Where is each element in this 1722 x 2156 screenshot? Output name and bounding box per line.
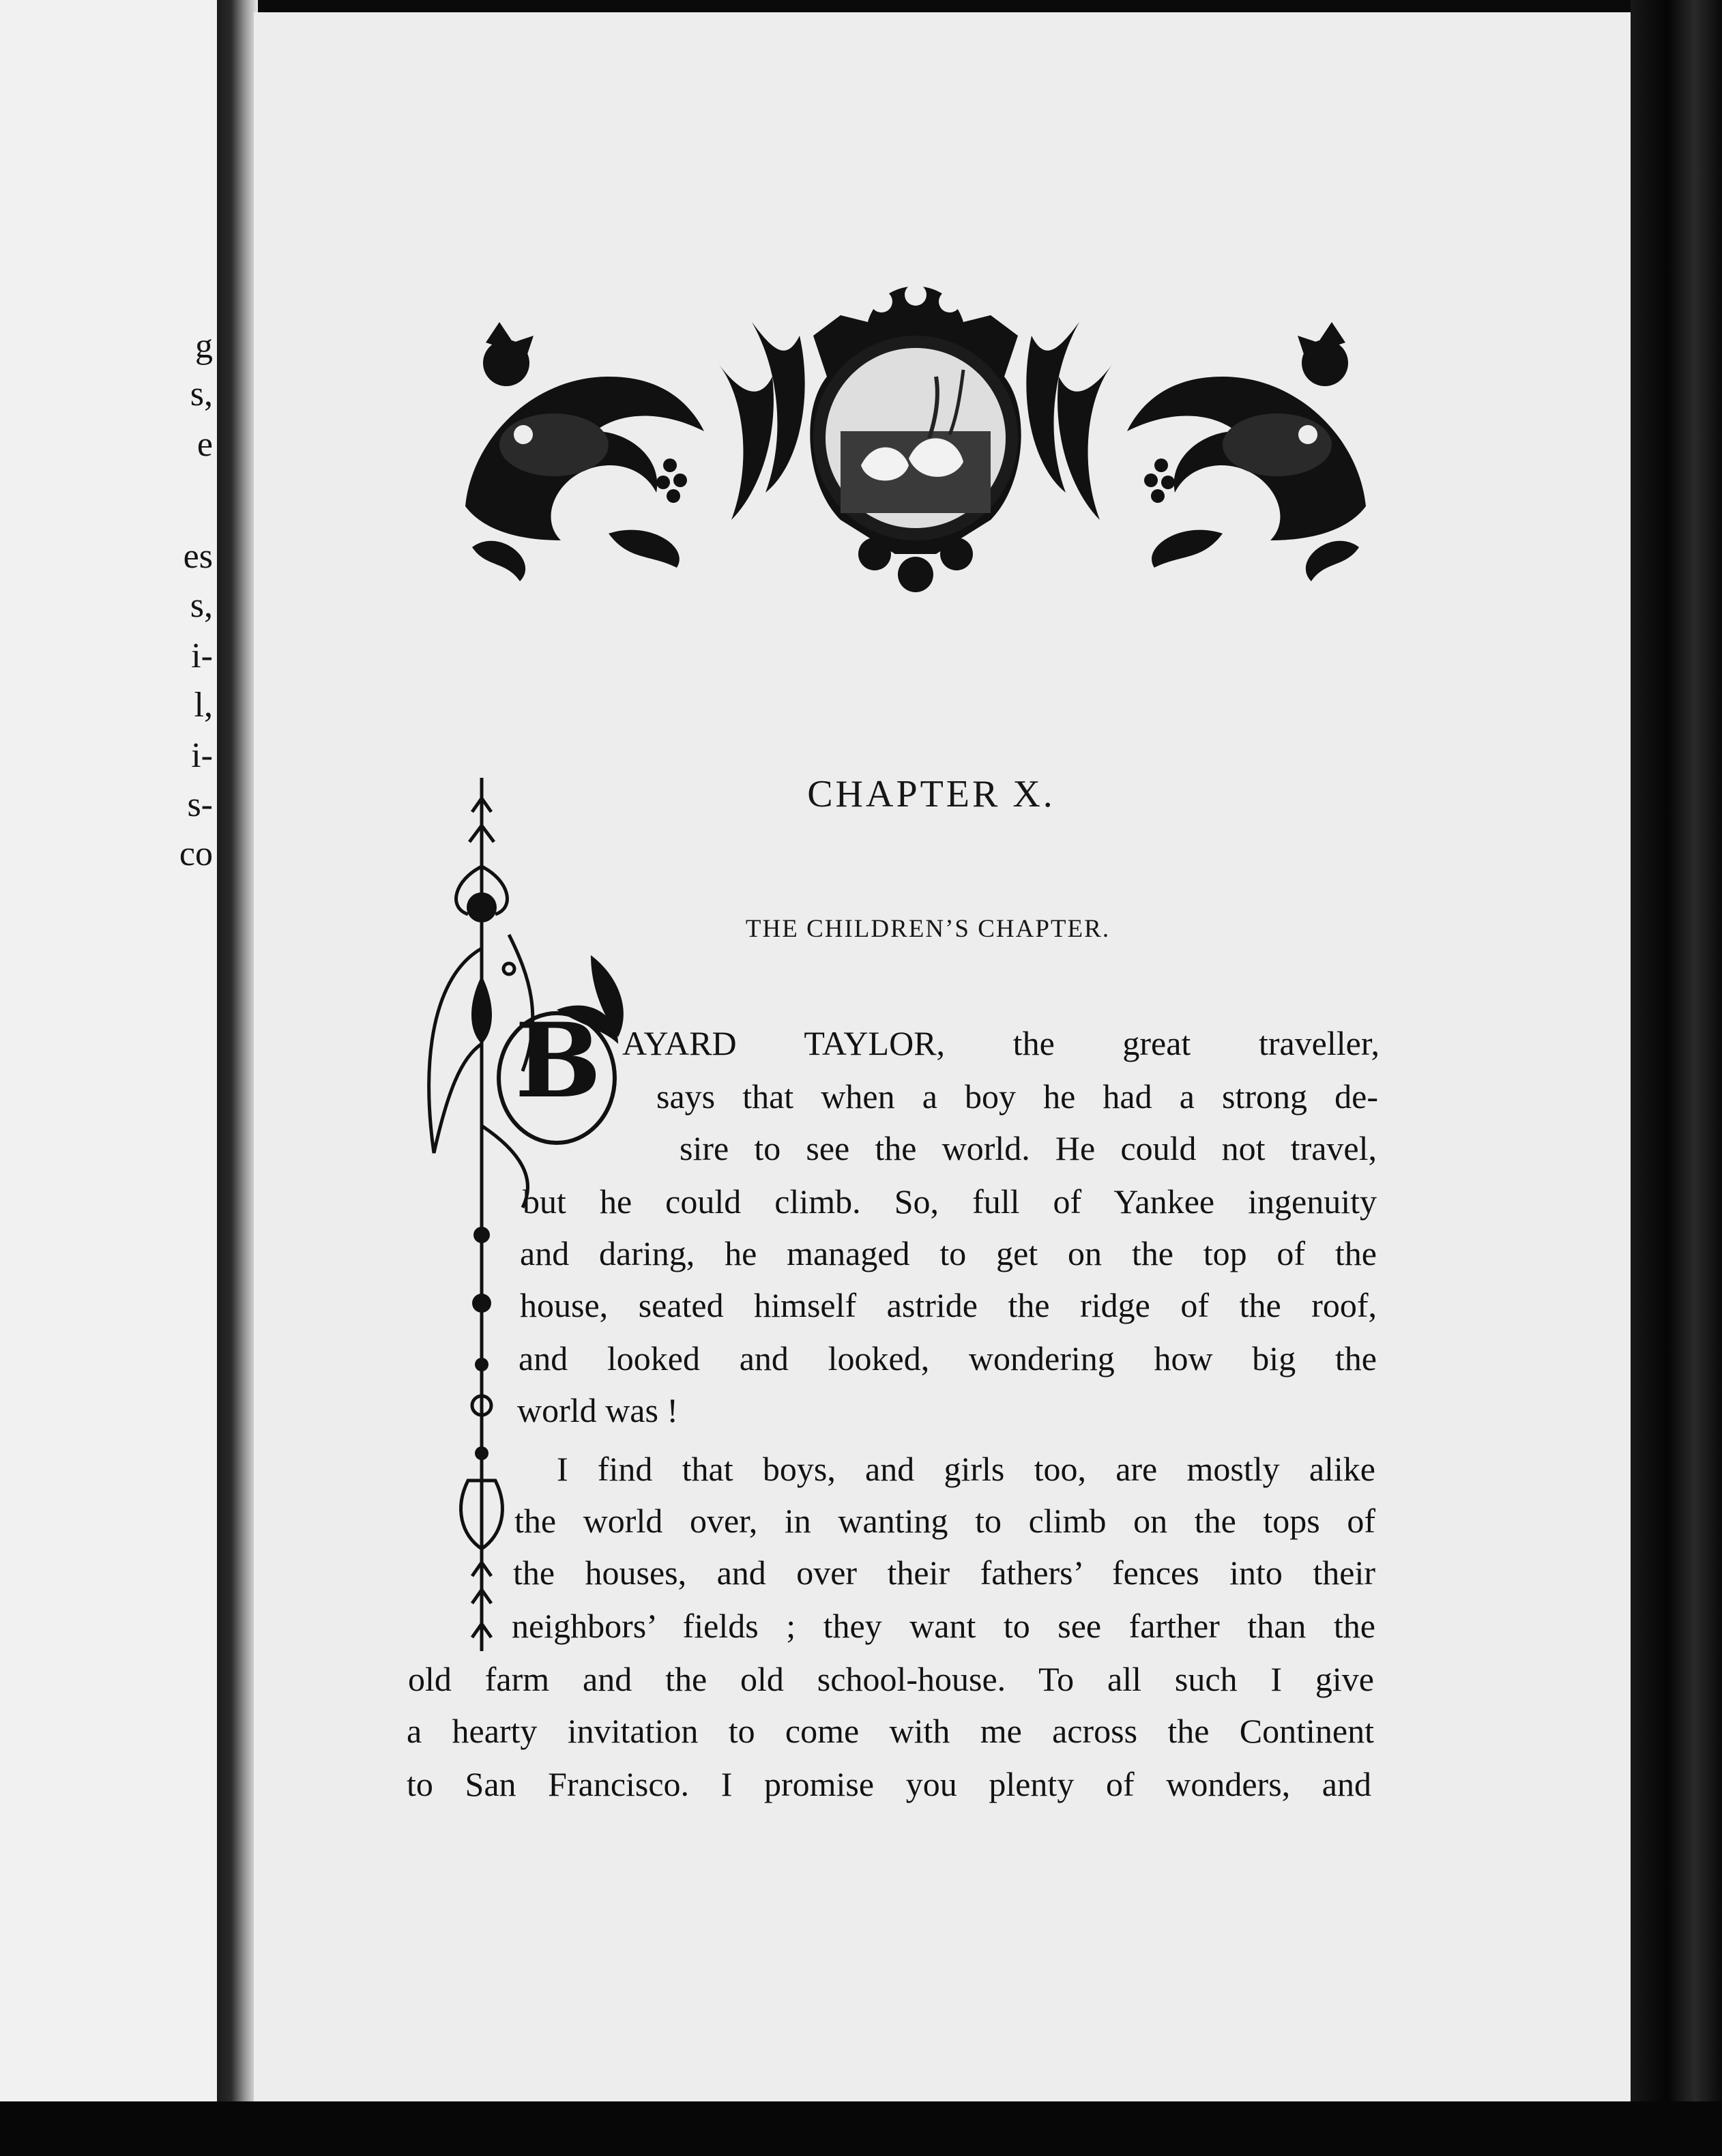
left-fragment: s, bbox=[190, 586, 213, 625]
body-line: says that when a boy he had a strong de- bbox=[656, 1077, 1378, 1116]
left-fragment: es bbox=[183, 537, 213, 576]
drop-cap-initial: B bbox=[514, 1001, 602, 1121]
body-line: house, seated himself astride the ridge of the roof, bbox=[520, 1286, 1377, 1324]
left-fragment: s, bbox=[190, 375, 213, 413]
headpiece-ornament bbox=[458, 261, 1373, 609]
body-line: a hearty invitation to come with me across the Continent bbox=[407, 1712, 1374, 1750]
left-fragment: g bbox=[195, 327, 213, 366]
body-line: old farm and the old school-house. To all such I give bbox=[408, 1660, 1374, 1698]
body-line: and daring, he managed to get on the top of the bbox=[520, 1234, 1377, 1272]
left-fragment: s- bbox=[187, 785, 213, 824]
body-line: to San Francisco. I promise you plenty of wonders, and bbox=[407, 1765, 1371, 1803]
body-line: sire to see the world. He could not travel, bbox=[680, 1129, 1377, 1167]
body-line: but he could climb. So, full of Yankee ingenuity bbox=[523, 1182, 1377, 1221]
body-line: I find that boys, and girls too, are mostly alike bbox=[557, 1450, 1375, 1488]
body-line: the world over, in wanting to climb on the tops of bbox=[514, 1502, 1375, 1540]
body-line: neighbors’ fields ; they want to see farther than the bbox=[512, 1607, 1375, 1645]
body-line: the houses, and over their fathers’ fences into their bbox=[513, 1554, 1375, 1592]
body-line: world was ! bbox=[517, 1391, 679, 1429]
chapter-heading: CHAPTER X. bbox=[807, 773, 1055, 815]
body-line: AYARD TAYLOR, the great traveller, bbox=[622, 1024, 1380, 1062]
left-fragment: l, bbox=[194, 686, 213, 725]
scan-border bbox=[0, 2101, 1722, 2156]
left-fragment: i- bbox=[191, 736, 213, 775]
left-fragment: e bbox=[196, 425, 213, 464]
book-gutter bbox=[217, 0, 258, 2101]
left-fragment: co bbox=[179, 834, 213, 873]
left-page bbox=[0, 0, 217, 2101]
chapter-subtitle: THE CHILDREN’S CHAPTER. bbox=[745, 915, 1111, 943]
body-line: and looked and looked, wondering how big the bbox=[519, 1339, 1377, 1378]
left-fragment: i- bbox=[191, 637, 213, 675]
page-edge bbox=[1631, 0, 1722, 2156]
